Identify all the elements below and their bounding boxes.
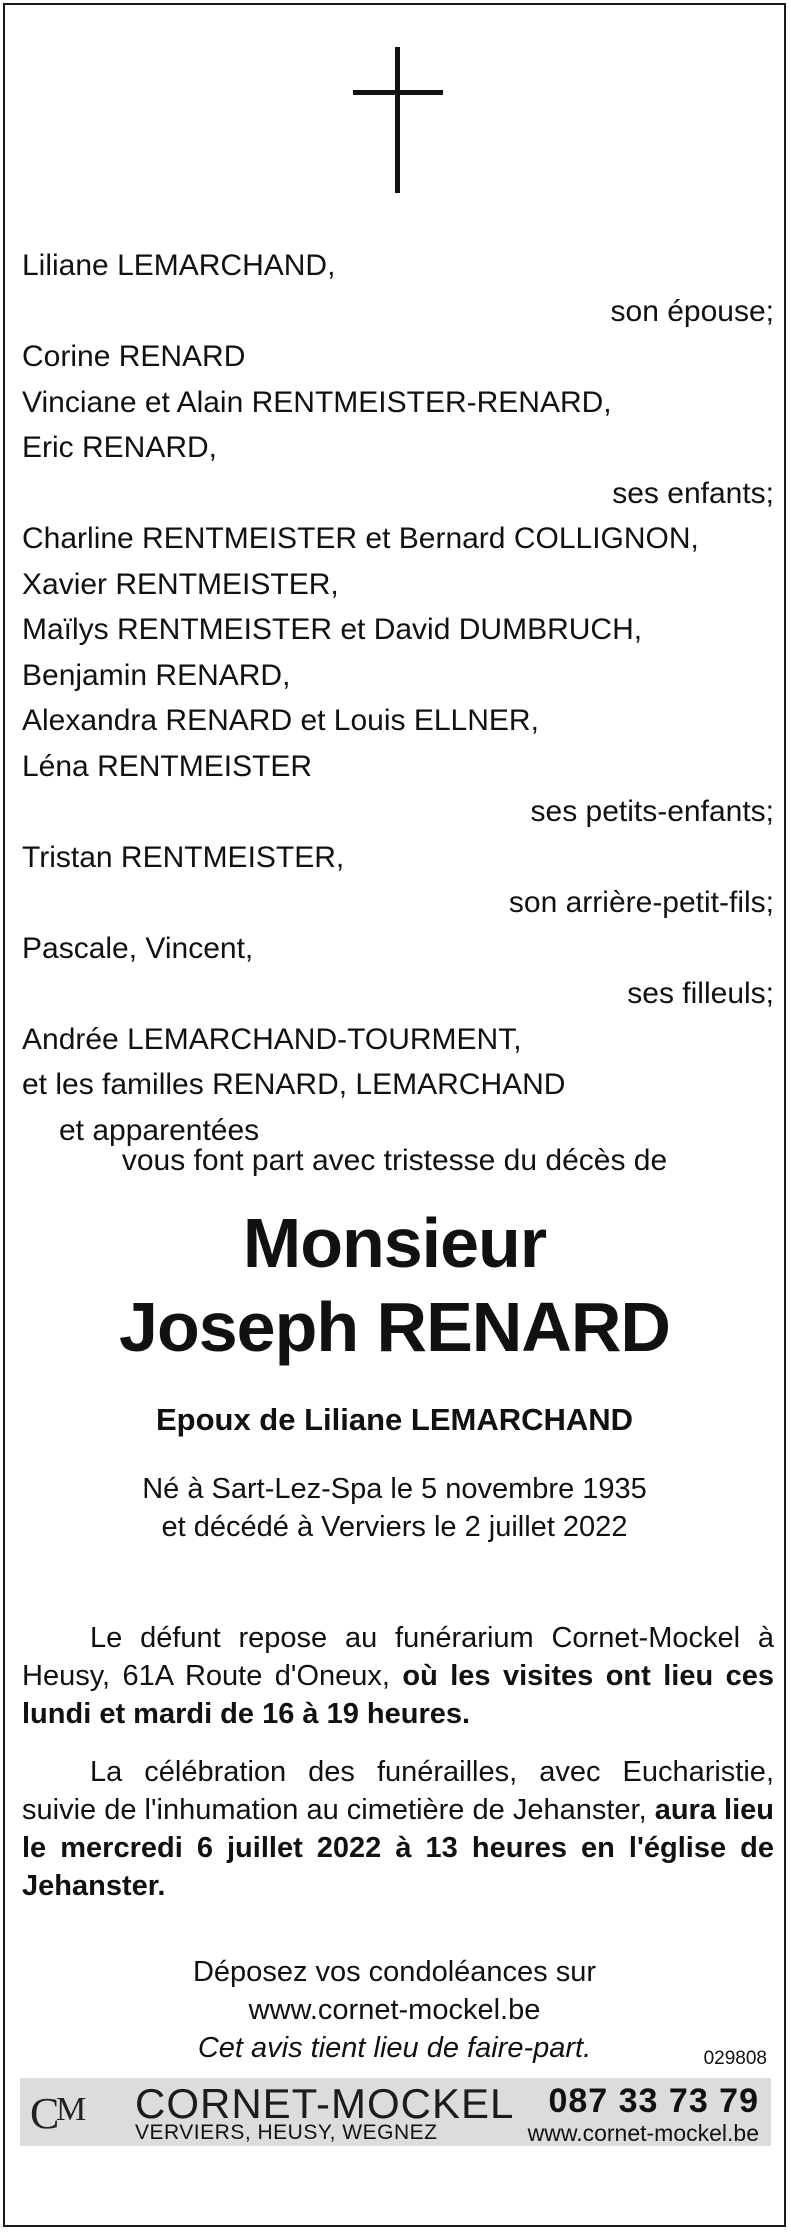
family-line: ses filleuls; — [627, 977, 774, 1010]
family-line: son arrière-petit-fils; — [508, 886, 774, 919]
death-line: et décédé à Verviers le 2 juillet 2022 — [161, 1511, 628, 1543]
funeral-home-website[interactable]: www.cornet-mockel.be — [527, 2120, 759, 2146]
title-monsieur: Monsieur — [242, 1204, 547, 1282]
funeral-date: aura lieu le mercredi 6 juillet 2022 à 13 heures en l'église de Jehanster. — [22, 1794, 775, 1902]
family-line: Maïlys RENTMEISTER et David DUMBRUCH, — [22, 613, 643, 646]
family-line: Andrée LEMARCHAND-TOURMENT, — [22, 1022, 522, 1056]
deceased-name — [5, 1201, 784, 1369]
family-line: Léna RENTMEISTER — [22, 749, 313, 783]
family-line: Corine RENARD — [22, 340, 246, 373]
funeral-paragraph — [22, 1753, 774, 1905]
birth-line: Né à Sart-Lez-Spa le 5 novembre 1935 — [142, 1473, 647, 1505]
logo-m: M — [56, 2091, 87, 2128]
funeral-home-banner — [20, 2078, 771, 2146]
reference-code: 029808 — [703, 2048, 767, 2069]
intro-line: vous font part avec tristesse du décès de — [121, 1144, 668, 1177]
condolences-line: Déposez vos condoléances sur — [192, 1956, 596, 1988]
family-line: Liliane LEMARCHAND, — [22, 249, 336, 282]
family-line: son épouse; — [610, 294, 774, 328]
family-line: ses enfants; — [612, 476, 774, 510]
spouse-line: Epoux de Liliane LEMARCHAND — [155, 1402, 634, 1437]
family-line: et apparentées — [59, 1113, 260, 1147]
condolences-block — [5, 1953, 784, 2067]
family-list — [22, 243, 774, 1153]
family-line: Benjamin RENARD, — [22, 658, 291, 692]
family-line: Tristan RENTMEISTER, — [22, 840, 345, 874]
cm-logo-icon — [28, 2084, 100, 2140]
visitation-paragraph — [22, 1619, 774, 1733]
funeral-home-phone[interactable]: 087 33 73 79 — [548, 2082, 759, 2120]
cross-icon — [353, 47, 443, 193]
family-line: Vinciane et Alain RENTMEISTER-RENARD, — [22, 385, 612, 419]
family-line: Eric RENARD, — [22, 431, 218, 464]
family-line: et les familles RENARD, LEMARCHAND — [22, 1068, 566, 1101]
family-line: Charline RENTMEISTER et Bernard COLLIGNON, — [22, 522, 699, 555]
family-line: Alexandra RENARD et Louis ELLNER, — [22, 704, 539, 737]
condolences-url[interactable]: www.cornet-mockel.be — [248, 1994, 541, 2026]
family-line: ses petits-enfants; — [530, 795, 774, 828]
logo-c: C — [30, 2089, 60, 2138]
family-line: Xavier RENTMEISTER, — [22, 567, 339, 601]
family-line: Pascale, Vincent, — [22, 931, 254, 965]
notice-line: Cet avis tient lieu de faire-part. — [197, 2032, 592, 2064]
funeral-home-locations: VERVIERS, HEUSY, WEGNEZ — [135, 2121, 438, 2144]
obituary-notice — [3, 3, 786, 2227]
funeral-text: La célébration des funérailles, avec Eucharistie, suivie de l'inhumation au cimetière de Jehanster, — [22, 1756, 774, 1826]
funeral-home-name: CORNET-MOCKEL — [135, 2080, 515, 2127]
visitation-text: Le défunt repose au funérarium Cornet-Mockel à Heusy, 61A Route d'Oneux, — [22, 1622, 774, 1692]
life-dates — [5, 1470, 784, 1546]
title-fullname: Joseph RENARD — [119, 1288, 670, 1366]
visitation-hours: où les visites ont lieu ces lundi et mardi de 16 à 19 heures. — [22, 1660, 774, 1730]
